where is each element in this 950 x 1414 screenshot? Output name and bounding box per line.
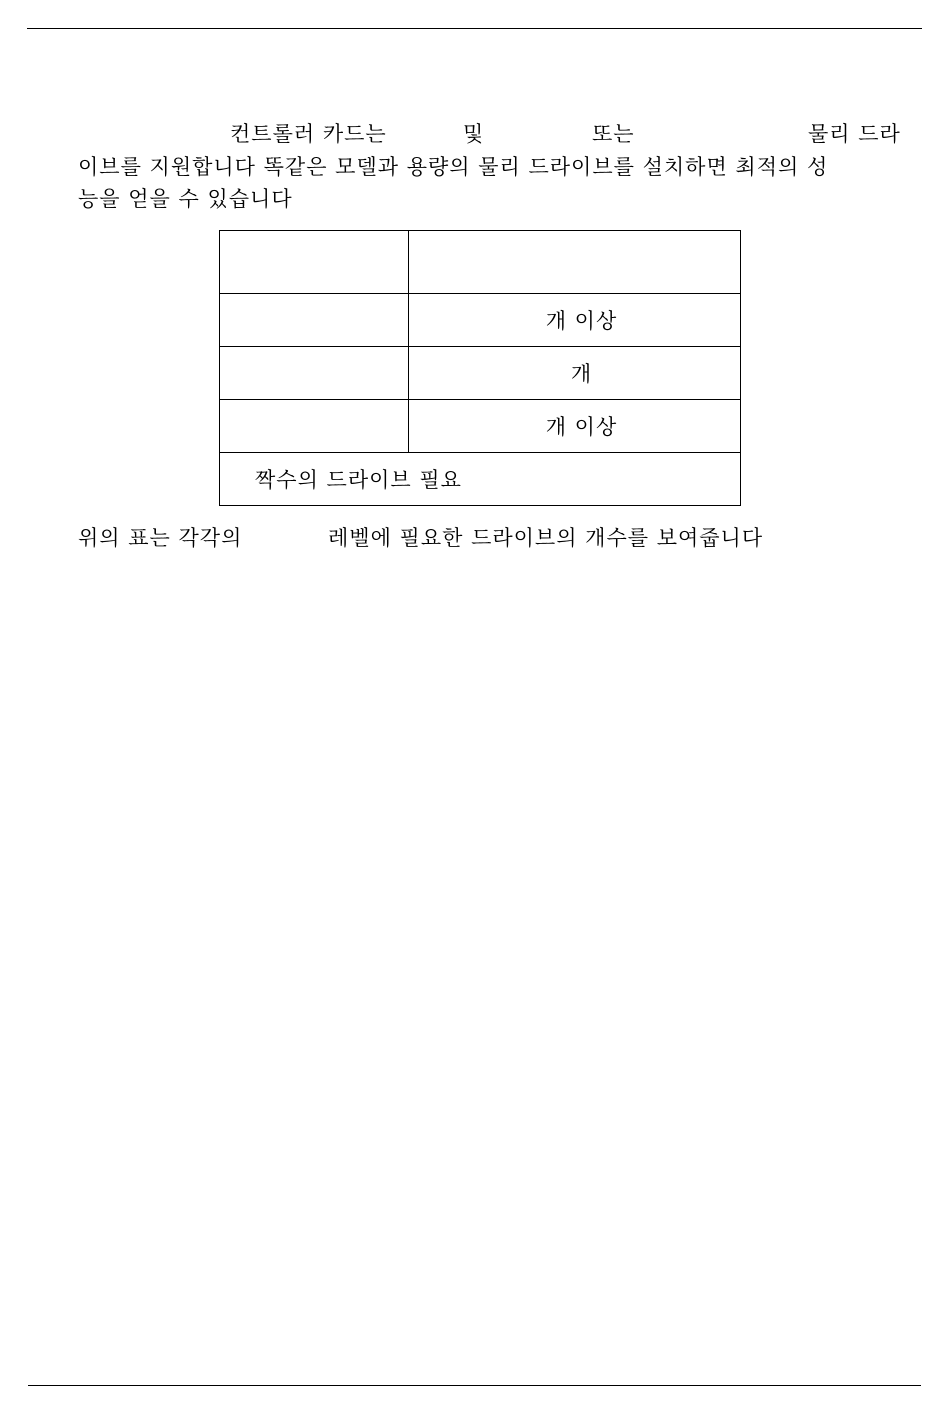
table-cell-label <box>220 231 409 294</box>
drive-requirement-table <box>219 230 741 506</box>
table-cell-label <box>220 347 409 400</box>
table-cell-value <box>409 231 741 294</box>
table-row <box>220 347 741 400</box>
header-rule <box>27 28 922 29</box>
paragraph-fragment: 컨트롤러 카드는 <box>230 122 387 146</box>
table-cell-label <box>220 294 409 347</box>
table-row <box>220 400 741 453</box>
paragraph-fragment: 및 <box>463 122 485 146</box>
caption-line <box>78 526 908 550</box>
caption-fragment: 위의 표는 각각의 <box>78 526 243 550</box>
paragraph-fragment: 물리 드라 <box>808 122 901 146</box>
table-note: 짝수의 드라이브 필요 <box>220 453 741 506</box>
table-row <box>220 294 741 347</box>
paragraph-line-1 <box>78 122 908 146</box>
footer-rule <box>28 1385 921 1386</box>
table-note-row <box>220 453 741 506</box>
table-cell-label <box>220 400 409 453</box>
table-cell-value: 개 이상 <box>409 400 741 453</box>
paragraph-fragment: 또는 <box>592 122 635 146</box>
table-row <box>220 231 741 294</box>
paragraph-line-3: 능을 얻을 수 있습니다 <box>78 187 293 211</box>
table-cell-value: 개 이상 <box>409 294 741 347</box>
caption-fragment: 레벨에 필요한 드라이브의 개수를 보여줍니다 <box>328 526 764 550</box>
paragraph-line-2: 이브를 지원합니다 똑같은 모델과 용량의 물리 드라이브를 설치하면 최적의 성 <box>78 155 829 179</box>
table-cell-value: 개 <box>409 347 741 400</box>
